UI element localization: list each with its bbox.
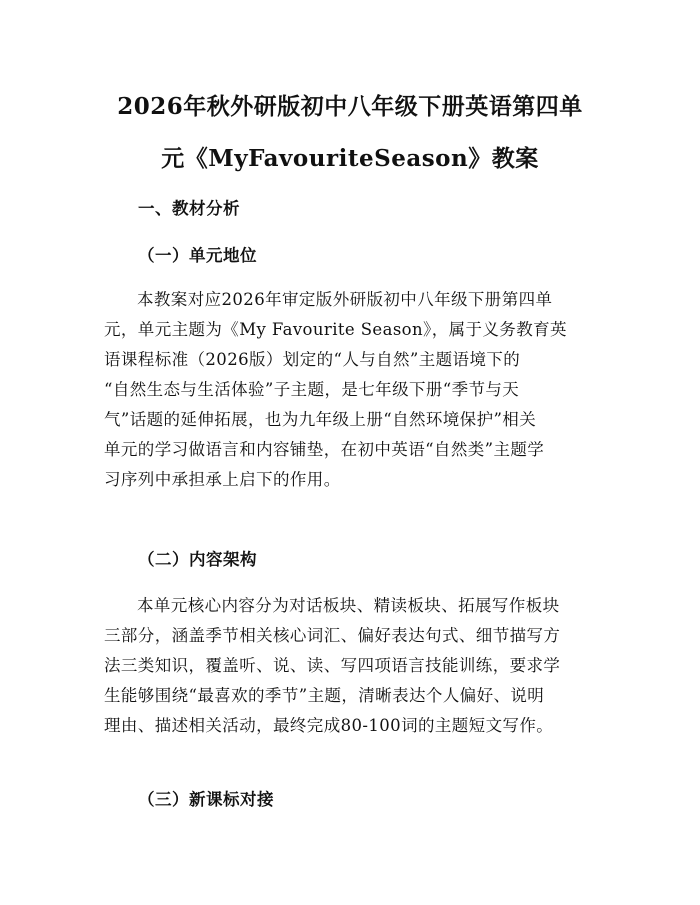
paragraph-line: 本教案对应2026年审定版外研版初中八年级下册第四单 [137, 290, 553, 309]
paragraph-line: 生能够围绕“最喜欢的季节”主题，清晰表达个人偏好、说明 [104, 686, 545, 705]
paragraph-line: 法三类知识，覆盖听、说、读、写四项语言技能训练，要求学 [104, 656, 561, 675]
paragraph-content-structure [104, 591, 604, 741]
document-title-line-2: 元《MyFavouriteSeason》教案 [161, 145, 539, 172]
paragraph-line: 习序列中承担承上启下的作用。 [104, 470, 341, 489]
paragraph-line: 元，单元主题为《My Favourite Season》，属于义务教育英 [104, 320, 567, 339]
subsection-heading-content-structure: （二）内容架构 [138, 550, 257, 569]
paragraph-line: 理由、描述相关活动，最终完成80-100词的主题短文写作。 [104, 716, 554, 735]
subsection-heading-new-curriculum: （三）新课标对接 [138, 790, 274, 809]
section-heading-textbook-analysis: 一、教材分析 [138, 199, 240, 218]
paragraph-unit-position [104, 285, 604, 495]
document-title-line-1: 2026年秋外研版初中八年级下册英语第四单 [117, 93, 583, 120]
paragraph-line: “自然生态与生活体验”子主题，是七年级下册“季节与天 [104, 380, 520, 399]
paragraph-line: 三部分，涵盖季节相关核心词汇、偏好表达句式、细节描写方 [104, 626, 561, 645]
subsection-heading-unit-position: （一）单元地位 [138, 246, 257, 265]
paragraph-line: 语课程标准（2026版）划定的“人与自然”主题语境下的 [104, 350, 521, 369]
paragraph-line: 单元的学习做语言和内容铺垫，在初中英语“自然类”主题学 [104, 440, 545, 459]
paragraph-line: 气”话题的延伸拓展，也为九年级上册“自然环境保护”相关 [104, 410, 537, 429]
paragraph-line: 本单元核心内容分为对话板块、精读板块、拓展写作板块 [137, 596, 560, 615]
